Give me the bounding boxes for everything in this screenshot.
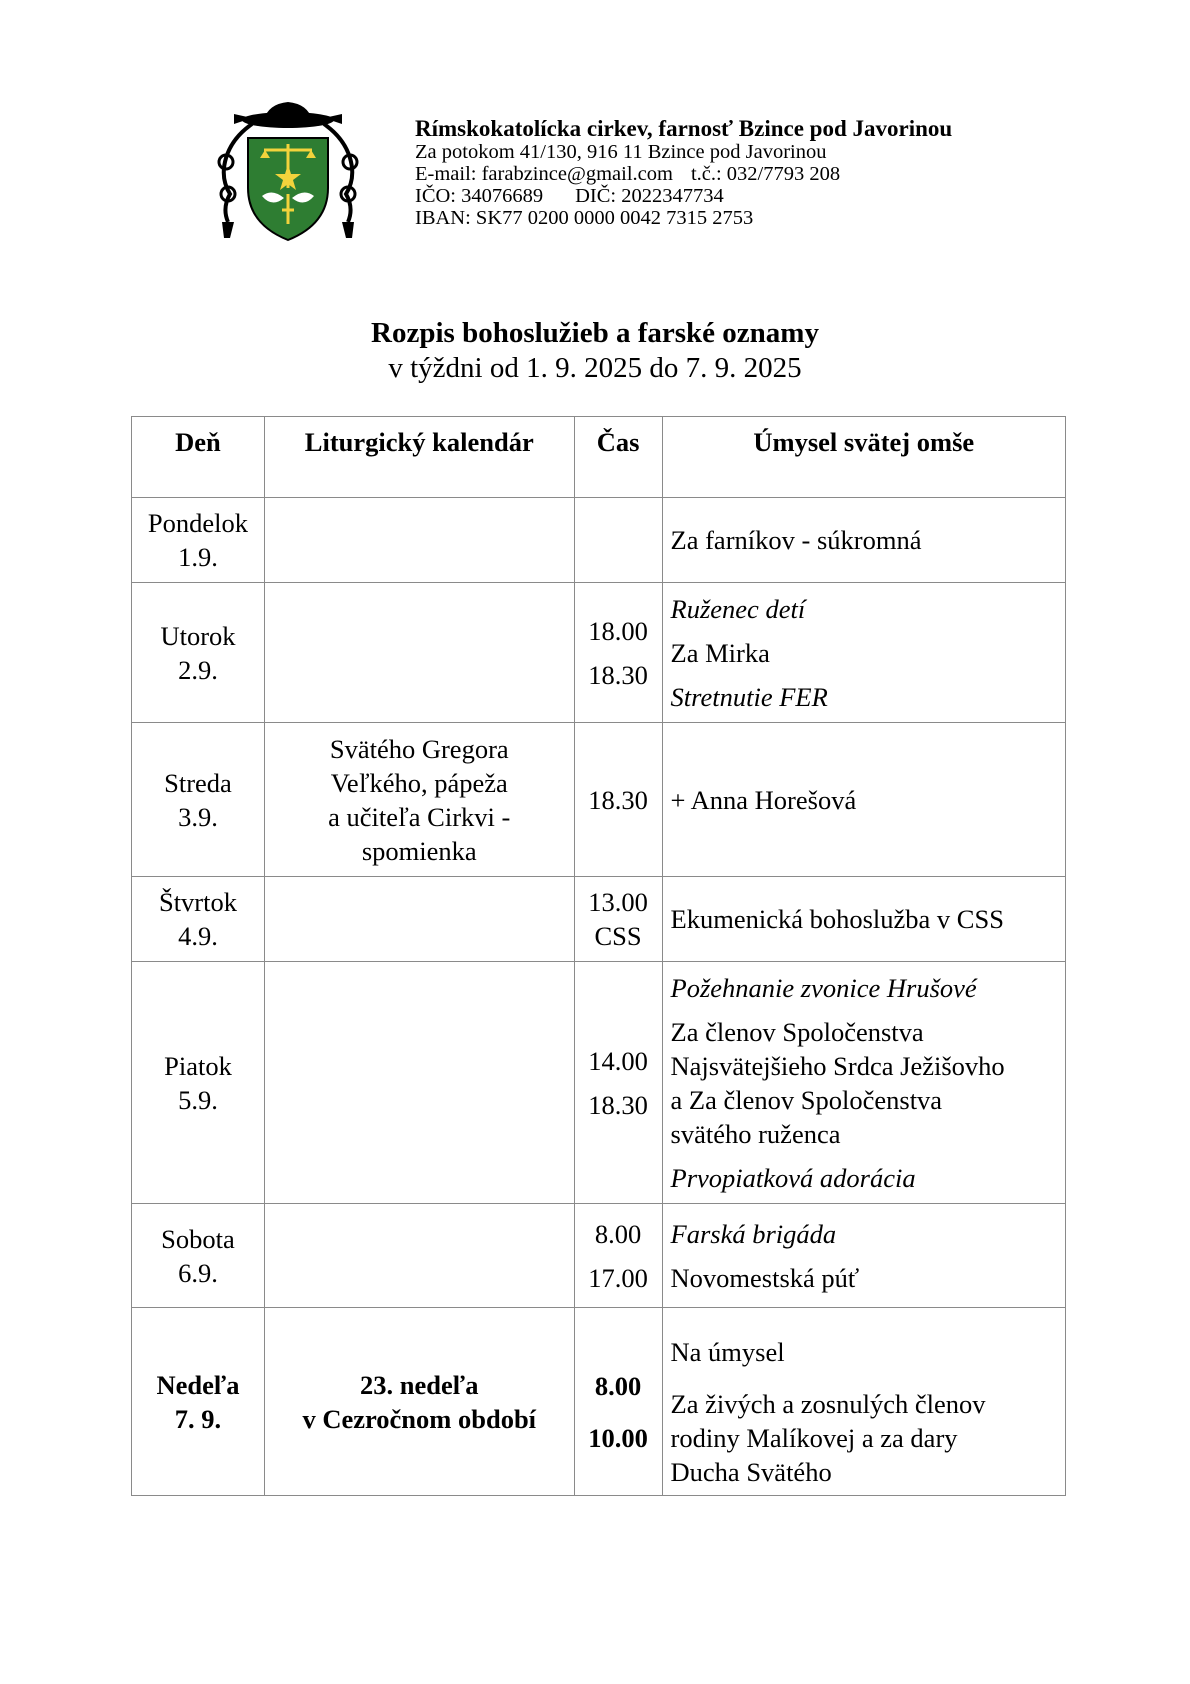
table-row [132, 498, 1066, 583]
intention: Prvopiatková adorácia [670, 1162, 916, 1193]
intention: Za členov Spoločenstva [670, 1016, 924, 1047]
day-date: 7. 9. [174, 1403, 222, 1434]
intention: Stretnutie FER [670, 681, 828, 712]
liturgy-cell [264, 962, 574, 1204]
column-header-day: Deň [132, 417, 265, 498]
mass-time: 18.00 [588, 615, 648, 646]
intention: svätého ruženca [670, 1118, 841, 1149]
registration-row [415, 185, 952, 207]
intention: rodiny Malíkovej a za dary [670, 1422, 958, 1453]
day-cell [132, 583, 265, 723]
page-title: Rozpis bohoslužieb a farské oznamy [371, 317, 819, 349]
liturgy-line: spomienka [361, 835, 477, 866]
liturgy-cell [264, 583, 574, 723]
mass-time: 18.30 [588, 1089, 648, 1120]
intention: Za Mirka [670, 637, 770, 668]
mass-time: 8.00 [594, 1218, 642, 1249]
table-row [132, 1308, 1066, 1496]
day-date: 6.9. [178, 1257, 218, 1288]
liturgy-cell [264, 723, 574, 877]
liturgy-line: 23. nedeľa [360, 1369, 479, 1400]
table-row [132, 723, 1066, 877]
liturgy-cell [264, 1204, 574, 1308]
mass-time: 8.00 [594, 1370, 642, 1401]
intention: + Anna Horešová [670, 784, 857, 815]
table-row [132, 1204, 1066, 1308]
table-row [132, 962, 1066, 1204]
day-name: Streda [164, 767, 232, 798]
address: Za potokom 41/130, 916 11 Bzince pod Javorinou [415, 141, 827, 163]
time-cell [574, 962, 662, 1204]
organization-info [415, 118, 952, 229]
mass-time: 18.30 [588, 784, 648, 815]
schedule-table [131, 416, 1066, 1496]
letterhead [212, 98, 1072, 248]
intention: Ruženec detí [670, 593, 806, 624]
time-cell [574, 1308, 662, 1496]
column-header-time: Čas [574, 417, 662, 498]
day-date: 1.9. [178, 542, 218, 572]
mass-time: 14.00 [588, 1045, 648, 1076]
day-name: Nedeľa [156, 1369, 240, 1400]
intention-cell [662, 962, 1065, 1204]
day-cell [132, 498, 265, 583]
day-date: 2.9. [178, 654, 218, 685]
intention: Ekumenická bohoslužba v CSS [670, 904, 1004, 934]
liturgy-cell [264, 498, 574, 583]
liturgy-cell [264, 877, 574, 962]
intention-cell [662, 723, 1065, 877]
intention-cell [662, 498, 1065, 583]
time-cell [574, 1204, 662, 1308]
column-header-liturgy: Liturgický kalendár [264, 417, 574, 498]
table-row [132, 877, 1066, 962]
parish-coat-of-arms-icon [212, 98, 364, 248]
mass-time: 17.00 [588, 1262, 648, 1293]
day-name: Utorok [160, 620, 236, 651]
day-name: Piatok [164, 1050, 232, 1081]
ico: IČO: 34076689 [415, 185, 544, 207]
intention-cell [662, 877, 1065, 962]
day-date: 5.9. [178, 1084, 218, 1115]
liturgy-line: v Cezročnom období [302, 1403, 537, 1434]
table-row [132, 583, 1066, 723]
email: E-mail: farabzince@gmail.com [415, 163, 673, 185]
dic: DIČ: 2022347734 [575, 185, 724, 207]
day-date: 3.9. [178, 801, 218, 832]
column-header-intention: Úmysel svätej omše [662, 417, 1065, 498]
liturgy-cell [264, 1308, 574, 1496]
intention-cell [662, 1308, 1065, 1496]
mass-time: 10.00 [588, 1422, 648, 1453]
intention: a Za členov Spoločenstva [670, 1084, 943, 1115]
intention: Ducha Svätého [670, 1456, 832, 1487]
document-title [0, 316, 1190, 386]
mass-time: 18.30 [588, 659, 648, 690]
organization-name: Rímskokatolícka cirkev, farnosť Bzince pod Javorinou [415, 116, 953, 141]
intention: Na úmysel [670, 1336, 785, 1367]
intention: Novomestská púť [670, 1262, 860, 1293]
mass-time: 13.00 [588, 887, 648, 917]
day-date: 4.9. [178, 921, 218, 951]
iban: IBAN: SK77 0200 0000 0042 7315 2753 [415, 207, 754, 229]
intention: Za živých a zosnulých členov [670, 1388, 986, 1419]
day-cell [132, 723, 265, 877]
intention-cell [662, 583, 1065, 723]
liturgy-line: Svätého Gregora [329, 733, 509, 764]
day-name: Pondelok [147, 508, 249, 538]
day-cell [132, 1204, 265, 1308]
page-subtitle: v týždni od 1. 9. 2025 do 7. 9. 2025 [388, 352, 802, 384]
contact-row [415, 163, 952, 185]
liturgy-line: a učiteľa Cirkvi - [328, 801, 511, 832]
day-cell [132, 1308, 265, 1496]
intention: Farská brigáda [670, 1218, 837, 1249]
time-cell [574, 723, 662, 877]
day-name: Sobota [161, 1223, 235, 1254]
time-cell [574, 583, 662, 723]
time-cell [574, 877, 662, 962]
liturgy-line: Veľkého, pápeža [330, 767, 508, 798]
day-name: Štvrtok [158, 887, 237, 917]
day-cell [132, 962, 265, 1204]
mass-place: CSS [594, 921, 642, 951]
time-cell [574, 498, 662, 583]
day-cell [132, 877, 265, 962]
intention: Za farníkov - súkromná [670, 525, 922, 555]
intention-cell [662, 1204, 1065, 1308]
table-header-row [132, 417, 1066, 498]
phone: t.č.: 032/7793 208 [690, 163, 841, 185]
intention: Požehnanie zvonice Hrušové [670, 972, 977, 1003]
intention: Najsvätejšieho Srdca Ježišovho [670, 1050, 1005, 1081]
